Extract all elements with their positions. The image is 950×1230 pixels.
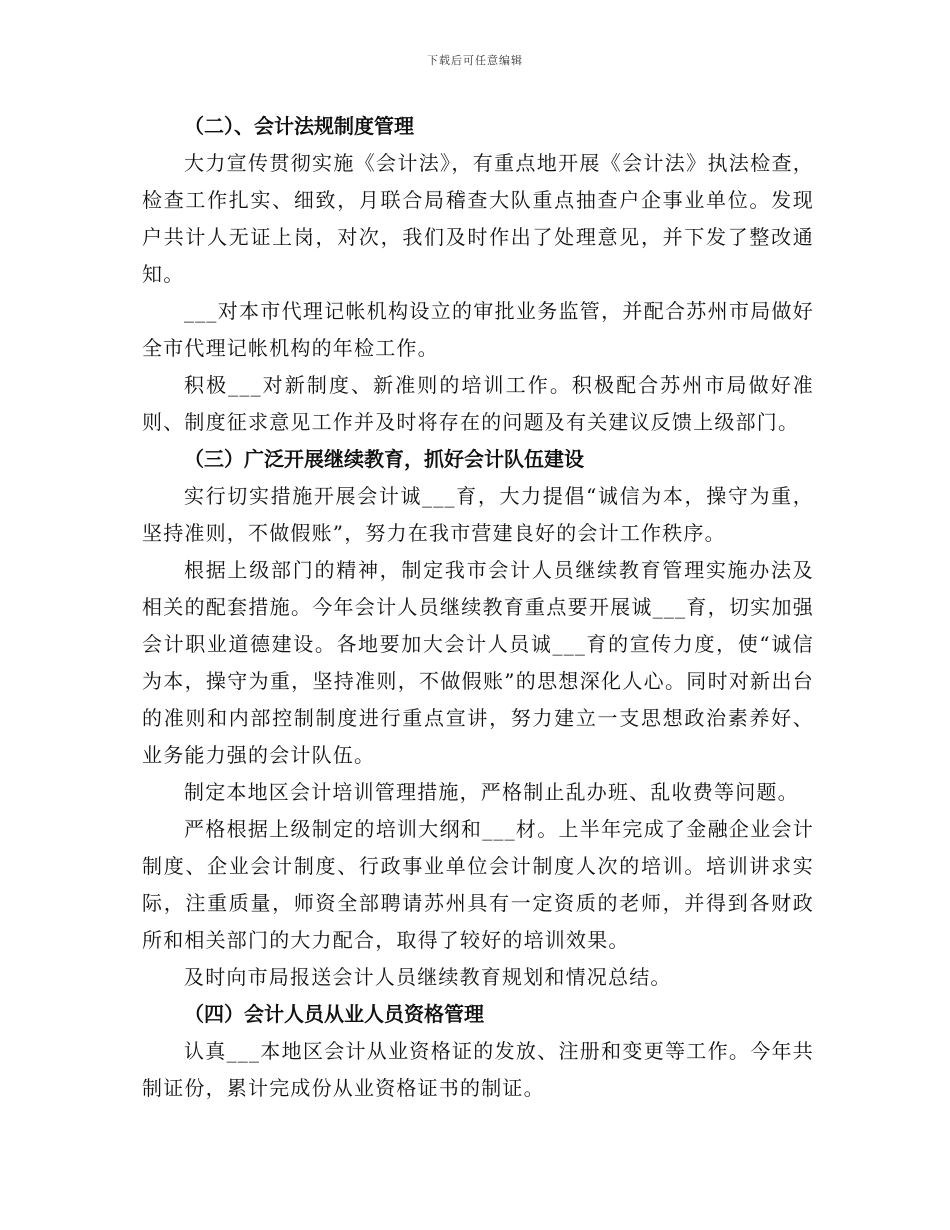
- paragraph: 严格根据上级制定的培训大纲和___材。上半年完成了金融企业会计制度、企业会计制度、行政事业单位会计制度人次的培训。培训讲求实际，注重质量，师资全部聘请苏州具有一定资质的老师，并得到各财政所和相关部门的大力配合，取得了较好的培训效果。: [142, 817, 814, 952]
- paragraph: 根据上级部门的精神，制定我市会计人员继续教育管理实施办法及相关的配套措施。今年会计人员继续教育重点要开展诚___育，切实加强会计职业道德建设。各地要加大会计人员诚___育的宣传力度，使“诚信为本，操守为重，坚持准则，不做假账”的思想深化人心。同时对新出台的准则和内部控制制度进行重点宣讲，努力建立一支思想政治素养好、业务能力强的会计队伍。: [142, 558, 814, 767]
- paragraph: 大力宣传贯彻实施《会计法》，有重点地开展《会计法》执法检查，检查工作扎实、细致，月联合局稽查大队重点抽查户企事业单位。发现户共计人无证上岗，对次，我们及时作出了处理意见，并下发了整改通知。: [142, 151, 814, 286]
- section-heading: （四）会计人员从业人员资格管理: [184, 1002, 484, 1026]
- section-heading: （三）广泛开展继续教育，抓好会计队伍建设: [184, 447, 584, 471]
- paragraph: 认真___本地区会计从业资格证的发放、注册和变更等工作。今年共制证份，累计完成份从业资格证书的制证。: [142, 1039, 814, 1100]
- paragraph: 制定本地区会计培训管理措施，严格制止乱办班、乱收费等问题。: [184, 780, 799, 804]
- paragraph: ___对本市代理记帐机构设立的审批业务监管，并配合苏州市局做好全市代理记帐机构的年检工作。: [142, 299, 814, 360]
- paragraph: 积极___对新制度、新准则的培训工作。积极配合苏州市局做好准则、制度征求意见工作并及时将存在的问题及有关建议反馈上级部门。: [142, 373, 814, 434]
- paragraph: 实行切实措施开展会计诚___育，大力提倡“诚信为本，操守为重，坚持准则，不做假账”，努力在我市营建良好的会计工作秩序。: [142, 484, 814, 545]
- document-body: [142, 108, 814, 1107]
- paragraph: 及时向市局报送会计人员继续教育规划和情况总结。: [184, 965, 672, 989]
- page-header: 下载后可任意编辑: [427, 54, 523, 67]
- section-heading: （二）、会计法规制度管理: [184, 114, 414, 138]
